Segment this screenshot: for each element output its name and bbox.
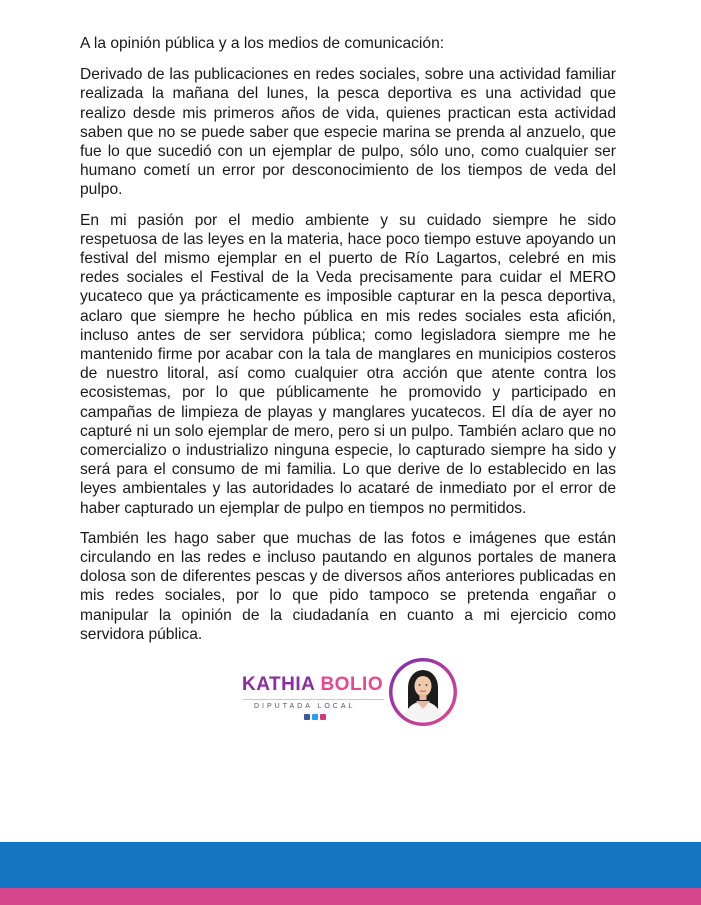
letter-greeting: A la opinión pública y a los medios de comunicación: (80, 35, 445, 52)
letter-paragraph-1: Derivado de las publicaciones en redes sociales, sobre una actividad familiar realizada la mañana del lunes, la pesca deportiva es una actividad que realizo desde mis primeros años de vida, quienes practican esta actividad saben que no se puede saber que especie marina se prenda al anzuelo, que fue lo que sucedió con un ejemplar de pulpo, sólo uno, como cualquier ser humano cometí un error por desconocimiento de los tiempos de veda del pulpo. (80, 66, 616, 199)
signature-name (242, 674, 383, 696)
letter-paragraph-2: En mi pasión por el medio ambiente y su cuidado siempre he sido respetuosa de las leyes en la materia, hace poco tiempo estuve apoyando un festival del mismo ejemplar en el puerto de Río Lagartos, celebré en mis redes sociales el Festival de la Veda precisamente para cuidar el MERO yucateco que ya prácticamente es imposible capturar en la pesca deportiva, aclaro que siempre he hecho pública en mis redes sociales esta afición, incluso antes de ser servidora pública; como legisladora siempre me he mantenido firme por acabar con la tala de manglares en municipios costeros de nuestro litoral, así como cualquier otra acción que atente contra los ecosistemas, por lo que públicamente he promovido y participado en campañas de limpieza de playas y manglares yucatecos. El día de ayer no capturé ni un solo ejemplar de mero, pero si un pulpo. También aclaro que no comercializo o industrializo ninguna especie, lo capturado siempre ha sido y será para el consumo de mi familia. Lo que derive de lo establecido en las leyes ambientales y las autoridades lo acataré de inmediato por el error de haber capturado un ejemplar de pulpo en tiempos no permitidos. (80, 211, 616, 517)
signature-logo (240, 657, 460, 729)
portrait-avatar (388, 657, 458, 727)
social-icons (304, 714, 326, 720)
footer-band-blue (0, 842, 701, 888)
signature-last-name: BOLIO (320, 674, 384, 695)
signature-first-name: KATHIA (242, 674, 315, 695)
signature-divider (242, 699, 384, 700)
letter-paragraph-3: También les hago saber que muchas de las fotos e imágenes que están circulando en las redes e incluso pautando en algunos portales de manera dolosa son de diferentes pescas y de diversos años anteriores publicadas en mis redes sociales, por lo que pido tampoco se pretenda engañar o manipular la opinión de la ciudadanía en cuanto a mi ejercicio como servidora pública. (80, 529, 616, 643)
letter-body (80, 34, 616, 655)
instagram-icon (320, 714, 326, 720)
footer-band-magenta (0, 888, 701, 905)
facebook-icon (304, 714, 310, 720)
signature-title: DIPUTADA LOCAL (254, 703, 356, 710)
twitter-icon (312, 714, 318, 720)
